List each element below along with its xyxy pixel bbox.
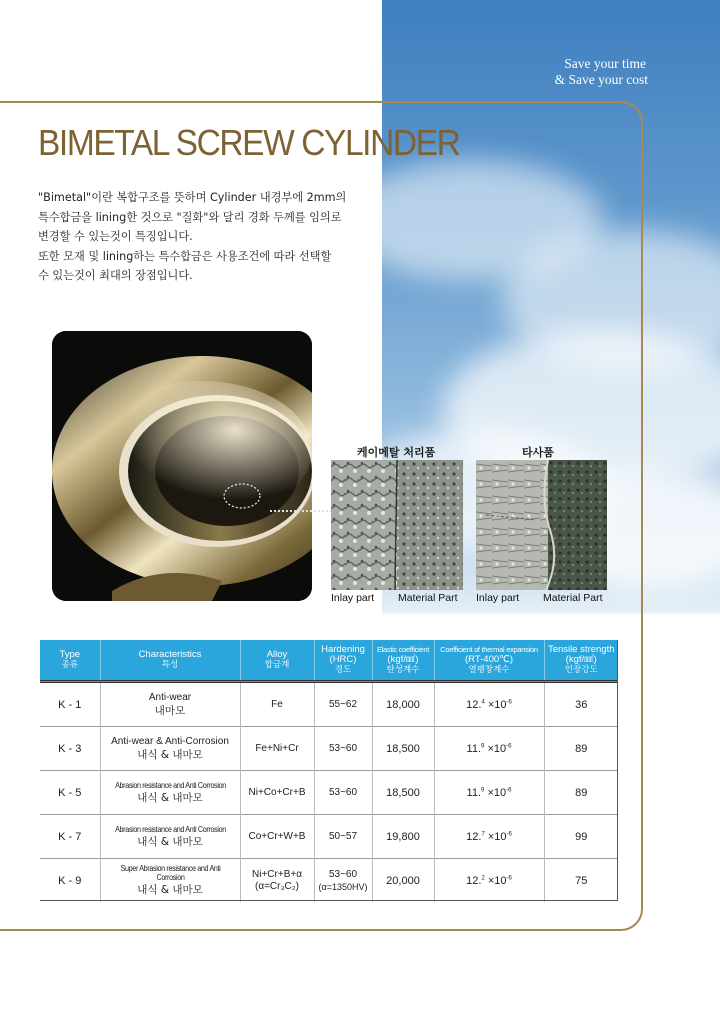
header-tensile: Tensile strength (kgf/㎟) 인장강도	[544, 640, 618, 682]
cell-alloy: Fe+Ni+Cr	[240, 727, 314, 771]
cell-thermal: $11.^9 \times 10^{-6}$	[434, 727, 544, 771]
cell-characteristics: Abrasion resistance and Anti Corrosion 내식 & 내마모	[100, 815, 240, 859]
header-type: Type 종류	[40, 640, 100, 682]
cell-thermal: $12.^4 \times 10^{-6}$	[434, 682, 544, 727]
cell-characteristics: Abrasion resistance and Anti Corrosion 내식 & 내마모	[100, 771, 240, 815]
caption-inlay-other: Inlay part	[476, 592, 520, 604]
spec-table	[40, 640, 618, 900]
cell-elastic: 18,500	[372, 727, 434, 771]
cell-hardening: 53~60 (α=1350HV)	[314, 859, 372, 903]
micrograph-other-label: 타사품	[522, 446, 554, 459]
micrograph-other	[476, 460, 607, 590]
description	[38, 188, 378, 286]
cell-alloy: Ni+Co+Cr+B	[240, 771, 314, 815]
table-row	[40, 727, 618, 771]
cell-elastic: 19,800	[372, 815, 434, 859]
cell-type: K - 1	[40, 682, 100, 727]
micrograph-ours-label: 케이메탈 처리품	[357, 446, 436, 459]
cell-alloy: Co+Cr+W+B	[240, 815, 314, 859]
cell-tensile: 36	[544, 682, 618, 727]
header-alloy: Alloy 합금계	[240, 640, 314, 682]
table-header-row	[40, 640, 618, 682]
cell-thermal: $12.^2 \times 10^{-6}$	[434, 859, 544, 903]
description-line: "Bimetal"이란 복합구조를 뜻하며 Cylinder 내경부에 2mm의	[38, 191, 347, 204]
cell-hardening: 50~57	[314, 815, 372, 859]
cell-tensile: 89	[544, 727, 618, 771]
header-elastic: Elastic coefficient (kgf/㎟) 탄성계수	[372, 640, 434, 682]
cell-alloy: Fe	[240, 682, 314, 727]
cell-type: K - 3	[40, 727, 100, 771]
description-line: 특수합금을 lining한 것으로 "질화"와 달리 경화 두께를 임의로	[38, 210, 342, 224]
cell-elastic: 18,500	[372, 771, 434, 815]
cell-tensile: 99	[544, 815, 618, 859]
cell-type: K - 7	[40, 815, 100, 859]
cell-hardening: 55~62	[314, 682, 372, 727]
cell-type: K - 5	[40, 771, 100, 815]
table-row	[40, 682, 618, 727]
page-title: BIMETAL SCREW CYLINDER	[38, 122, 460, 163]
cell-tensile: 75	[544, 859, 618, 903]
table-bottom-rule	[40, 900, 618, 901]
cell-tensile: 89	[544, 771, 618, 815]
cylinder-photo	[52, 331, 312, 601]
micrograph-ours	[331, 460, 463, 590]
cell-characteristics: Anti-wear 내마모	[100, 682, 240, 727]
table-row	[40, 815, 618, 859]
cell-elastic: 20,000	[372, 859, 434, 903]
cell-elastic: 18,000	[372, 682, 434, 727]
cell-characteristics: Anti-wear & Anti-Corrosion 내식 & 내마모	[100, 727, 240, 771]
table-row	[40, 859, 618, 903]
caption-material-other: Material Part	[543, 592, 603, 604]
slogan-line-1: Save your time	[564, 56, 646, 71]
header-hardening: Hardening (HRC) 경도	[314, 640, 372, 682]
cell-hardening: 53~60	[314, 727, 372, 771]
cell-type: K - 9	[40, 859, 100, 903]
cell-alloy: Ni+Cr+B+α (α=Cr₃C₂)	[240, 859, 314, 903]
description-line: 수 있는것이 최대의 장점입니다.	[38, 269, 193, 282]
caption-inlay-ours: Inlay part	[331, 592, 375, 604]
cell-thermal: $11.^9 \times 10^{-6}$	[434, 771, 544, 815]
description-line: 변경할 수 있는것이 특징입니다.	[38, 230, 193, 243]
cell-characteristics: Super Abrasion resistance and Anti Corrosion 내식 & 내마모	[100, 859, 240, 903]
description-line: 또한 모재 및 lining하는 특수합금은 사용조건에 따라 선택할	[38, 249, 332, 263]
header-thermal: Coefficient of thermal expansion (RT-400℃) 열팽창계수	[434, 640, 544, 682]
table-right-rule	[617, 640, 618, 900]
caption-material-ours: Material Part	[398, 592, 458, 604]
table-row	[40, 771, 618, 815]
slogan	[555, 56, 646, 88]
callout-line	[270, 510, 332, 512]
cell-thermal: $12.^7 \times 10^{-6}$	[434, 815, 544, 859]
slogan-line-2: & Save your cost	[554, 72, 648, 87]
header-characteristics: Characteristics 특성	[100, 640, 240, 682]
cell-hardening: 53~60	[314, 771, 372, 815]
